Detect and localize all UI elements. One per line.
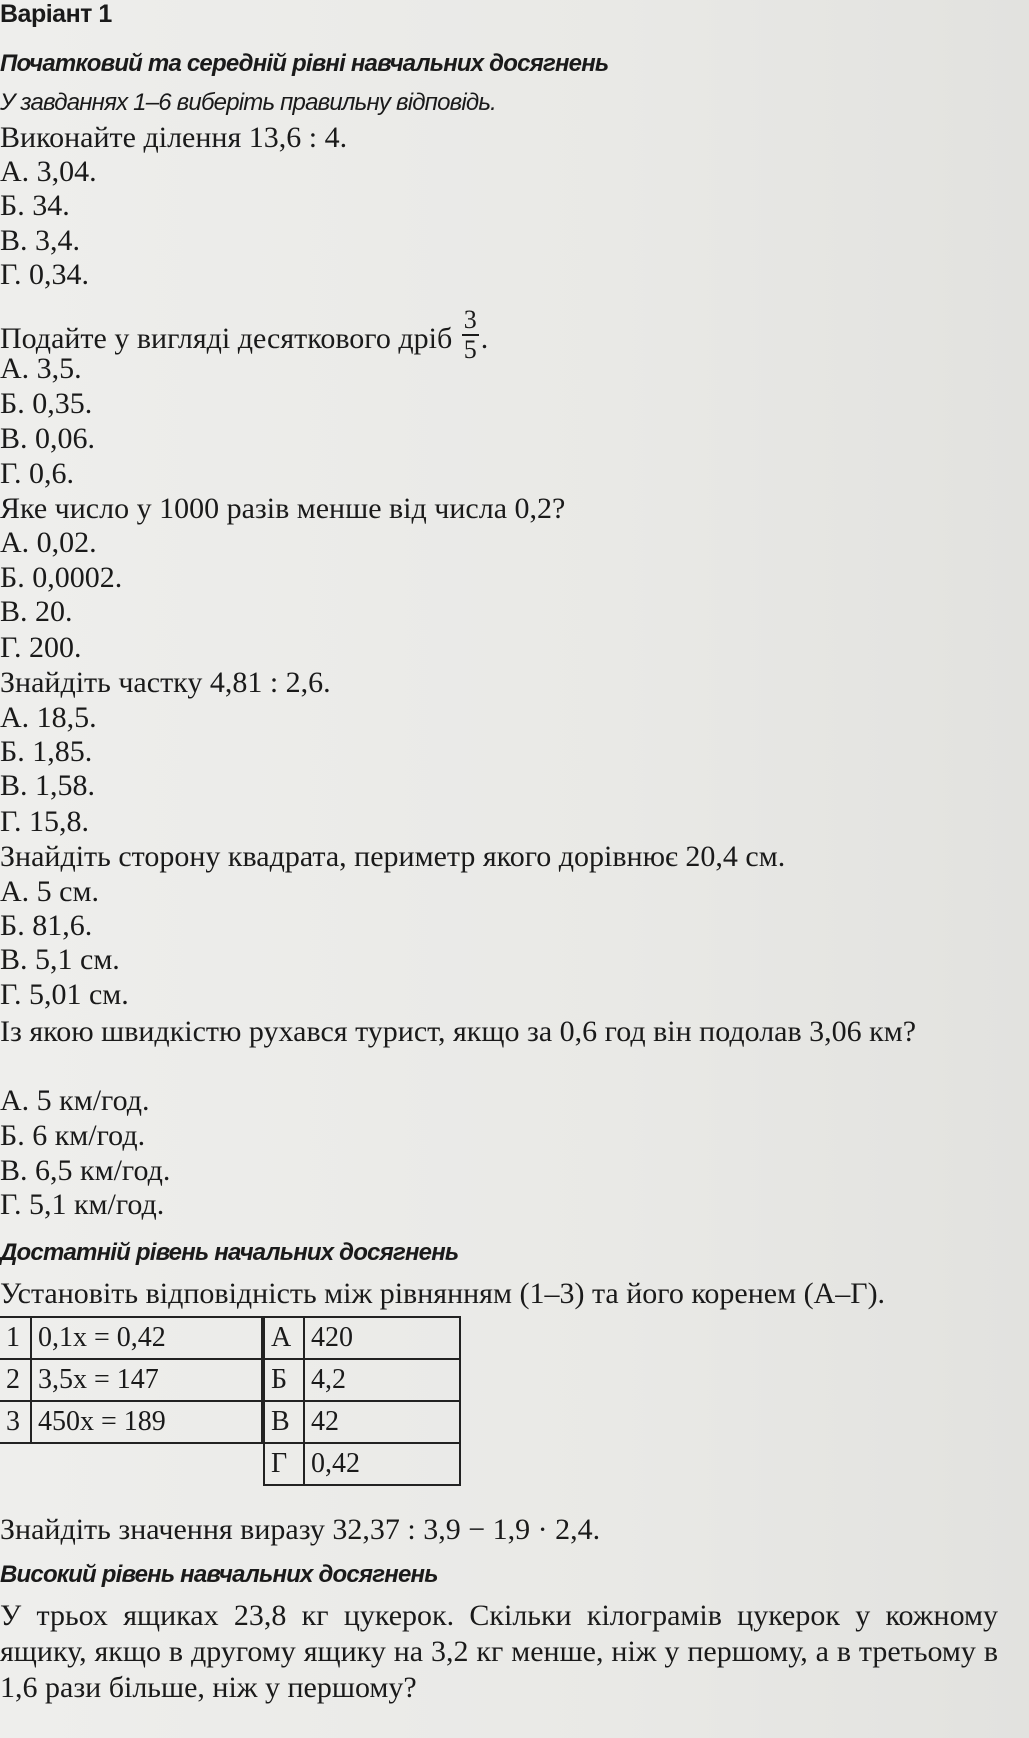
question-2-tail: . — [480, 321, 489, 355]
answers-table — [263, 1316, 461, 1486]
option: В. 20. — [0, 595, 73, 628]
option: Г. 0,6. — [0, 457, 74, 490]
answer-value: 420 — [304, 1317, 460, 1359]
table-row — [264, 1359, 460, 1401]
equation-number: 1 — [0, 1317, 31, 1359]
option: Г. 0,34. — [0, 258, 89, 291]
equation: 3,5x = 147 — [31, 1359, 262, 1401]
option: В. 0,06. — [0, 422, 96, 455]
question-6: Із якою швидкістю рухався турист, якщо за 0,6 год він подолав 3,06 км? — [0, 1015, 917, 1048]
option: Б. 81,6. — [0, 909, 93, 942]
option: А. 18,5. — [0, 701, 97, 734]
table-row — [0, 1359, 262, 1401]
equation-number: 3 — [0, 1401, 31, 1443]
question-9: У трьох ящиках 23,8 кг цукерок. Скільки кілограмів цукерок у кожному ящику, якщо в другому ящику на 3,2 кг менше, ніж у першому, а в третьому в 1,6 рази більше, ніж у першому? — [0, 1599, 998, 1704]
option: Г. 5,1 км/год. — [0, 1188, 165, 1221]
option: В. 5,1 см. — [0, 943, 120, 976]
question-3: Яке число у 1000 разів менше від числа 0,2? — [0, 492, 566, 525]
option: Б. 1,85. — [0, 735, 93, 768]
answer-value: 0,42 — [304, 1443, 460, 1485]
option: Г. 5,01 см. — [0, 978, 129, 1011]
instruction: У завданнях 1–6 виберіть правильну відповідь. — [0, 89, 497, 116]
fraction-numerator: 3 — [463, 305, 477, 334]
answer-value: 4,2 — [304, 1359, 460, 1401]
option: Б. 6 км/год. — [0, 1119, 146, 1152]
option: А. 0,02. — [0, 526, 97, 559]
table-row — [0, 1401, 262, 1443]
answer-letter: Б — [264, 1359, 304, 1401]
option: Б. 0,35. — [0, 387, 93, 420]
question-8: Знайдіть значення виразу 32,37 : 3,9 − 1,9 · 2,4. — [0, 1513, 601, 1546]
option: Б. 34. — [0, 189, 70, 222]
option: А. 5 км/год. — [0, 1084, 150, 1117]
section-heading-basic: Початковий та середній рівні навчальних досягнень — [0, 50, 609, 77]
question-4: Знайдіть частку 4,81 : 2,6. — [0, 666, 331, 699]
option: Б. 0,0002. — [0, 561, 123, 594]
table-row — [264, 1317, 460, 1359]
fraction-denominator: 5 — [463, 335, 477, 364]
answer-letter: А — [264, 1317, 304, 1359]
fraction — [462, 306, 479, 364]
option: А. 5 см. — [0, 875, 99, 908]
option: А. 3,5. — [0, 352, 82, 385]
option: В. 6,5 км/год. — [0, 1154, 171, 1187]
section-heading-sufficient: Достатній рівень начальних досягнень — [0, 1239, 459, 1266]
option: А. 3,04. — [0, 155, 97, 188]
equation: 450x = 189 — [31, 1401, 262, 1443]
question-7: Установіть відповідність між рівнянням (1–3) та його коренем (А–Г). — [0, 1277, 886, 1310]
table-row — [264, 1401, 460, 1443]
option: В. 1,58. — [0, 769, 96, 802]
question-1: Виконайте ділення 13,6 : 4. — [0, 121, 348, 154]
answer-letter: Г — [264, 1443, 304, 1485]
answer-value: 42 — [304, 1401, 460, 1443]
question-2-text: Подайте у вигляді десяткового дріб — [0, 321, 453, 355]
table-row — [0, 1317, 262, 1359]
variant-title: Варіант 1 — [0, 0, 112, 28]
table-row — [264, 1443, 460, 1485]
option: В. 3,4. — [0, 224, 81, 257]
answer-letter: В — [264, 1401, 304, 1443]
option: Г. 200. — [0, 631, 82, 664]
equations-table — [0, 1316, 263, 1444]
question-5: Знайдіть сторону квадрата, периметр якого дорівнює 20,4 см. — [0, 840, 786, 873]
option: Г. 15,8. — [0, 805, 89, 838]
equation: 0,1x = 0,42 — [31, 1317, 262, 1359]
section-heading-high: Високий рівень навчальних досягнень — [0, 1561, 438, 1588]
equation-number: 2 — [0, 1359, 31, 1401]
